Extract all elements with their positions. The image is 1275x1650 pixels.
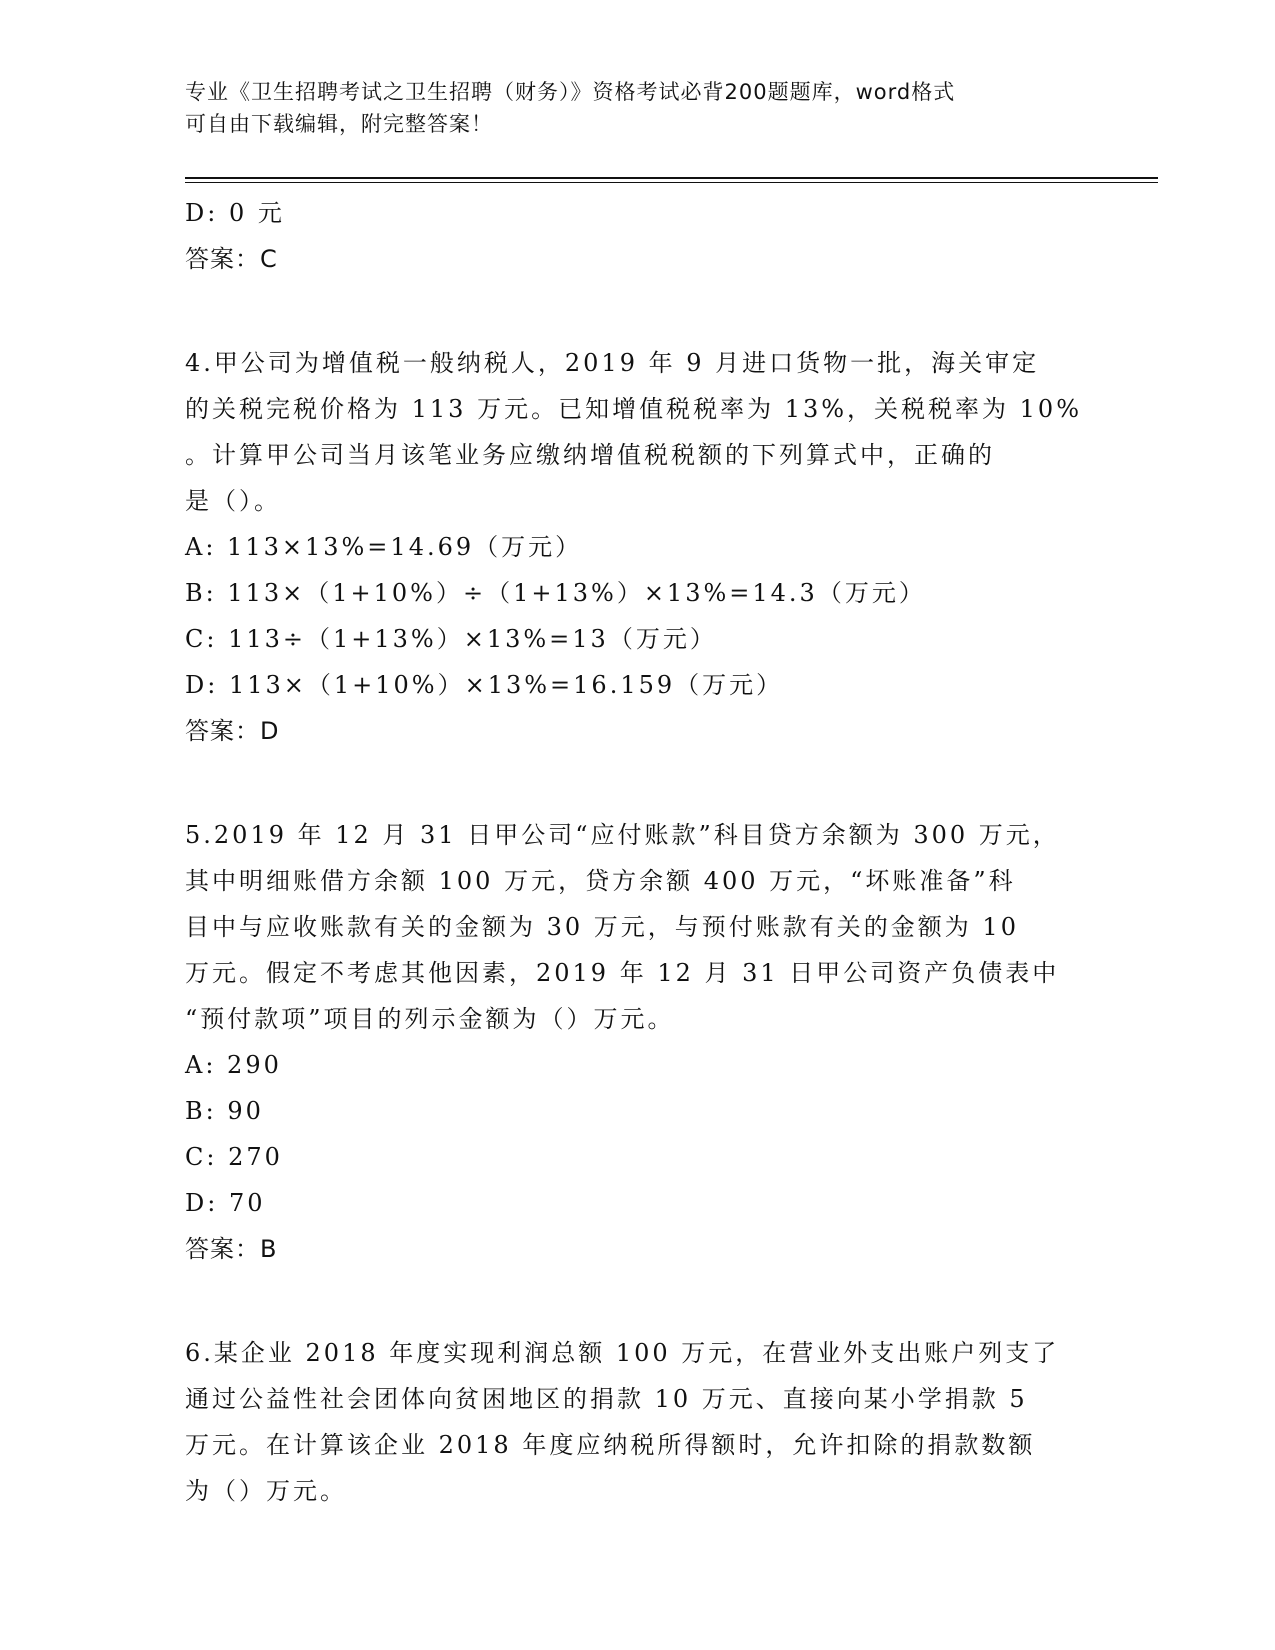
option-c: C: 113÷（1+13%）×13%=13（万元） (185, 625, 717, 653)
question-stem-line: 6.某企业 2018 年度实现利润总额 100 万元，在营业外支出账户列支了 (185, 1339, 1060, 1367)
question-stem-line: 目中与应收账款有关的金额为 30 万元，与预付账款有关的金额为 10 (185, 913, 1019, 941)
question-stem-line: 。计算甲公司当月该笔业务应缴纳增值税税额的下列算式中，正确的 (185, 441, 995, 469)
question-stem-line: 5.2019 年 12 月 31 日甲公司“应付账款”科目贷方余额为 300 万元， (185, 821, 1060, 849)
question-stem-line: 的关税完税价格为 113 万元。已知增值税税率为 13%，关税税率为 10% (185, 395, 1083, 423)
answer-line: 答案：C (185, 245, 278, 273)
question-stem-line: 万元。在计算该企业 2018 年度应纳税所得额时，允许扣除的捐款数额 (185, 1431, 1036, 1459)
option-a: A: 113×13%=14.69（万元） (185, 533, 583, 561)
question-3-tail (185, 190, 1085, 282)
header-line-1: 专业《卫生招聘考试之卫生招聘（财务）》资格考试必背200题题库，word格式 (185, 80, 956, 104)
header-rule-thick (185, 177, 1158, 179)
question-6 (185, 1330, 1085, 1514)
document-body (185, 190, 1085, 1514)
spacer (185, 754, 1085, 812)
question-stem-line: 其中明细账借方余额 100 万元，贷方余额 400 万元，“坏账准备”科 (185, 867, 1016, 895)
option-d: D: 113×（1+10%）×13%=16.159（万元） (185, 671, 784, 699)
option-d: D: 70 (185, 1189, 266, 1217)
question-stem-line: 4.甲公司为增值税一般纳税人，2019 年 9 月进口货物一批，海关审定 (185, 349, 1040, 377)
header-rule-thin (185, 182, 1158, 183)
option-a: A: 290 (185, 1051, 282, 1079)
question-4 (185, 340, 1085, 754)
header-line-2: 可自由下载编辑，附完整答案！ (185, 112, 493, 136)
answer-line: 答案：B (185, 1235, 278, 1263)
option-d: D: 0 元 (185, 199, 285, 227)
page-header (185, 76, 1065, 140)
question-stem-line: “预付款项”项目的列示金额为（）万元。 (185, 1005, 675, 1033)
question-stem-line: 万元。假定不考虑其他因素，2019 年 12 月 31 日甲公司资产负债表中 (185, 959, 1060, 987)
answer-line: 答案：D (185, 717, 280, 745)
question-5 (185, 812, 1085, 1272)
spacer (185, 282, 1085, 340)
spacer (185, 1272, 1085, 1330)
question-stem-line: 通过公益性社会团体向贫困地区的捐款 10 万元、直接向某小学捐款 5 (185, 1385, 1028, 1413)
question-stem-line: 是（）。 (185, 487, 281, 515)
option-c: C: 270 (185, 1143, 283, 1171)
option-b: B: 113×（1+10%）÷（1+13%）×13%=14.3（万元） (185, 579, 926, 607)
option-b: B: 90 (185, 1097, 264, 1125)
question-stem-line: 为（）万元。 (185, 1477, 347, 1505)
